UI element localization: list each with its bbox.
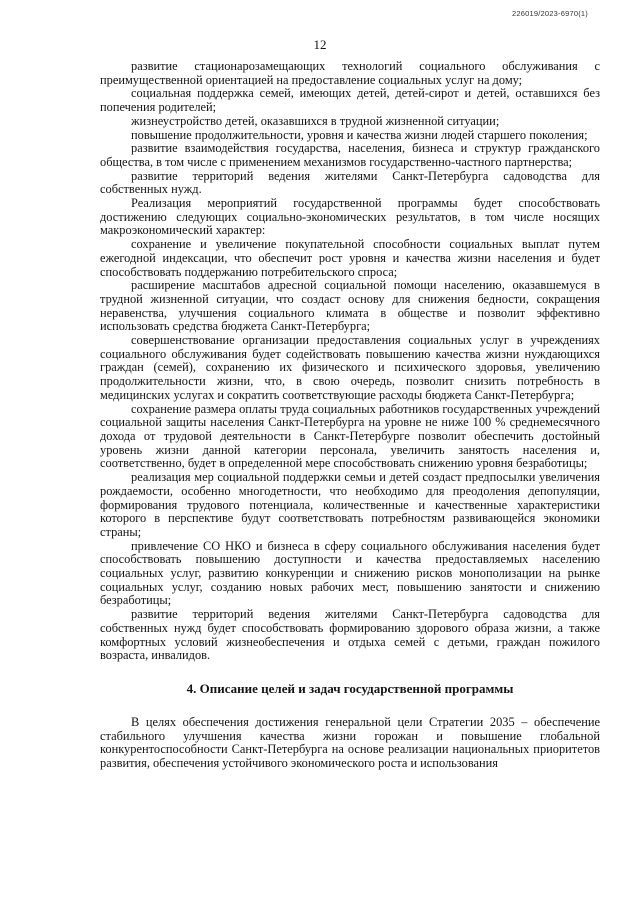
paragraph: развитие территорий ведения жителями Санкт-Петербурга садоводства для собственных нужд будет способствовать формированию здорового образа жизни, а также комфортных условий жизнеобеспечения и отдыха семей с детьми, граждан пожилого возраста, инвалидов. — [100, 607, 600, 663]
document-body — [100, 60, 600, 771]
paragraph: социальная поддержка семей, имеющих детей, детей-сирот и детей, оставшихся без попечения родителей; — [100, 86, 600, 115]
section-heading: 4. Описание целей и задач государственной программы — [186, 680, 514, 696]
paragraph: сохранение размера оплаты труда социальных работников государственных учреждений социальной защиты населения Санкт-Петербурга на уровне не ниже 100 % среднемесячного дохода от трудовой деятельности в Санкт-Петербурге позволит обеспечить достойный уровень жизни данной категории персонала, увеличить занятость населения и, соответственно, будет в определенной мере способствовать снижению уровня безработицы; — [100, 401, 600, 471]
paragraph: привлечение СО НКО и бизнеса в сферу социального обслуживания населения будет способствовать повышению доступности и качества предоставляемых населению социальных услуг, развитию конкуренции и снижению рисков монополизации на рынке социальных услуг, созданию новых рабочих мест, повышению занятости и снижению безработицы; — [100, 538, 600, 608]
paragraph: развитие территорий ведения жителями Санкт-Петербурга садоводства для собственных нужд. — [100, 168, 600, 197]
paragraph: Реализация мероприятий государственной программы будет способствовать достижению следующих социально-экономических результатов, в том числе носящих макроэкономический характер: — [100, 196, 600, 238]
paragraph: повышение продолжительности, уровня и качества жизни людей старшего поколения; — [131, 127, 588, 142]
paragraph: сохранение и увеличение покупательной способности социальных выплат путем ежегодной индексации, что обеспечит рост уровня и качества жизни населения и будет способствовать поддержанию потребительского спроса; — [100, 237, 600, 279]
paragraph: совершенствование организации предоставления социальных услуг в учреждениях социального обслуживания будет содействовать повышению качества жизни нуждающихся граждан (семей), сохранению их физического и психического здоровья, увеличению продолжительности жизни, что, в свою очередь, позволит снизить потребность в медицинских услугах и сократить соответствующие расходы бюджета Санкт-Петербурга; — [100, 333, 600, 402]
paragraph: В целях обеспечения достижения генеральной цели Стратегии 2035 – обеспечение стабильного улучшения качества жизни горожан и повышение глобальной конкурентоспособности Санкт-Петербурга на основе реализации национальных приоритетов развития, обеспечения устойчивого экономического роста и использования — [100, 714, 600, 771]
paragraph: развитие стационарозамещающих технологий социального обслуживания с преимущественной ориентацией на предоставление социальных услуг на дому; — [100, 59, 600, 87]
document-registration-number: 226019/2023-6970(1) — [512, 9, 588, 18]
paragraph: расширение масштабов адресной социальной помощи населению, оказавшемуся в трудной жизненной ситуации, что создаст основу для снижения бедности, сокращения неравенства, улучшения социального климата в обществе и позволит эффективно использовать средства бюджета Санкт-Петербурга; — [100, 278, 600, 334]
page-number: 12 — [313, 37, 327, 52]
paragraph: реализация мер социальной поддержки семьи и детей создаст предпосылки увеличения рождаемости, особенно многодетности, что необходимо для преодоления депопуляции, формирования трудового потенциала, количественные и качественные характеристики которого в перспективе будут соответствовать потребностям развивающейся экономики страны; — [100, 470, 600, 539]
paragraph: развитие взаимодействия государства, населения, бизнеса и структур гражданского общества, в том числе с применением механизмов государственно-частного партнерства; — [100, 141, 600, 169]
paragraph: жизнеустройство детей, оказавшихся в трудной жизненной ситуации; — [131, 113, 500, 128]
